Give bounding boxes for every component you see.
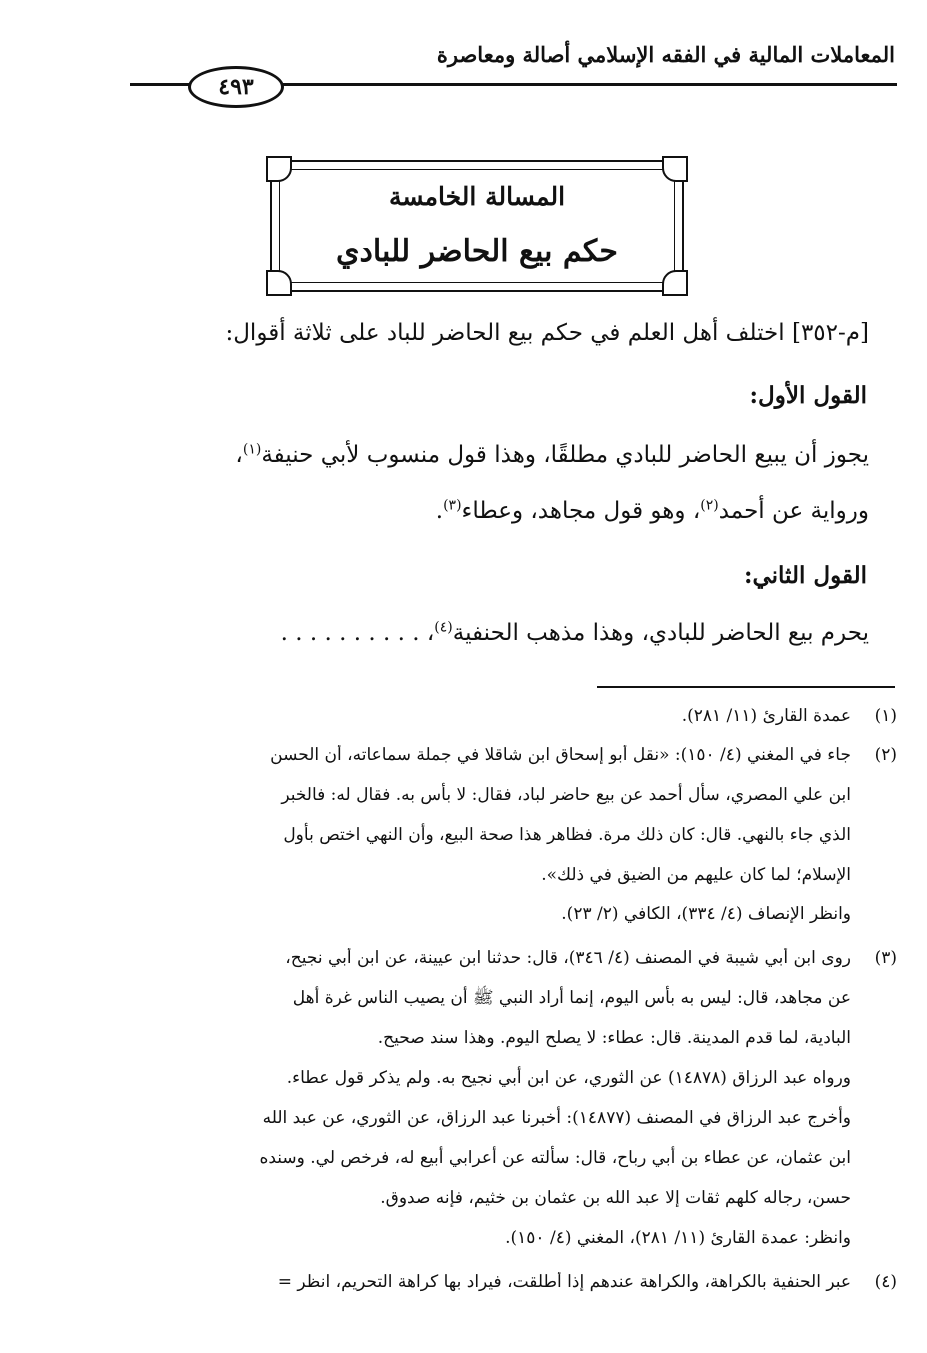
second-opinion-heading: القول الثاني: [743, 562, 867, 589]
footnote-text: الإسلام؛ لما كان عليهم من الضيق في ذلك». [541, 865, 851, 885]
first-opinion-line-2 [40, 498, 869, 526]
text-run: . [435, 498, 444, 524]
frame-corner-ornament [662, 156, 688, 182]
footnote-text: روى ابن أبي شيبة في المصنف (٤/ ٣٤٦)، قال: حدثنا ابن عيينة، عن ابن أبي نجيح، [285, 948, 851, 968]
text-run: ، . . . . . . . . . . [280, 620, 435, 646]
footnote-text: حسن، رجاله كلهم ثقات إلا عبد الله بن عثمان بن خثيم، فإنه صدوق. [380, 1188, 851, 1208]
title-frame [270, 160, 684, 292]
running-header: المعاملات المالية في الفقه الإسلامي أصالة ومعاصرة [436, 42, 895, 67]
first-opinion-line-1 [40, 442, 869, 470]
page-number: ٤٩٣ [188, 66, 284, 108]
footnote-text: ابن عثمان، عن عطاء بن أبي رباح، قال: سألته عن أعرابي أبيع له، فرخص لي. وسنده [259, 1148, 851, 1168]
text-run: يجوز أن يبيع الحاضر للبادي مطلقًا، وهذا قول منسوب لأبي حنيفة [261, 442, 869, 468]
section-number-title: المسالة الخامسة [388, 182, 566, 211]
footnote-text: الذي جاء بالنهي. قال: كان ذلك مرة. فظاهر هذا صحة البيع، وأن النهي اختص بأول [283, 825, 851, 845]
text-run: ، وهو قول مجاهد، وعطاء [461, 498, 701, 524]
footnote-number: (٣) [874, 948, 897, 968]
section-title: حكم بيع الحاضر للبادي [336, 234, 618, 269]
footnote-text: عن مجاهد، قال: ليس به بأس اليوم، إنما أراد النبي ﷺ أن يصيب الناس غرة أهل [292, 988, 851, 1008]
footnote-text: ورواه عبد الرزاق (١٤٨٧٨) عن الثوري، عن ابن أبي نجيح به. ولم يذكر قول عطاء. [286, 1068, 851, 1088]
frame-corner-ornament [266, 270, 292, 296]
first-opinion-heading: القول الأول: [749, 382, 867, 409]
text-run: يحرم بيع الحاضر للبادي، وهذا مذهب الحنفية [452, 620, 869, 646]
text-run: ورواية عن أحمد [718, 498, 869, 524]
footnote-separator [597, 686, 895, 688]
footnote-ref-4[interactable]: (٤) [434, 619, 453, 636]
frame-corner-ornament [662, 270, 688, 296]
footnote-text: جاء في المغني (٤/ ١٥٠): «نقل أبو إسحاق ابن شاقلا في جملة سماعاته، أن الحسن [270, 745, 851, 765]
footnote-number: (٢) [874, 745, 897, 765]
footnote-text: عبر الحنفية بالكراهة، والكراهة عندهم إذا أطلقت، فيراد بها كراهة التحريم، انظر = [277, 1272, 851, 1292]
footnote-text: ابن علي المصري، سأل أحمد عن بيع حاضر لباد، فقال: لا بأس به. فقال له: فالخبر [281, 785, 851, 805]
footnote-text: عمدة القارئ (١١/ ٢٨١). [681, 706, 851, 726]
footnote-ref-1[interactable]: (١) [242, 441, 262, 458]
footnote-ref-3[interactable]: (٣) [443, 497, 462, 514]
footnote-ref-2[interactable]: (٢) [700, 497, 719, 514]
intro-paragraph: [م-٣٥٢] اختلف أهل العلم في حكم بيع الحاضر للباد على ثلاثة أقوال: [225, 320, 869, 346]
second-opinion-line-1 [40, 620, 869, 648]
footnote-text: البادية، لما قدم المدينة. قال: عطاء: لا يصلح اليوم. وهذا سند صحيح. [377, 1028, 851, 1048]
footnote-number: (٤) [874, 1272, 897, 1292]
footnote-text: وانظر: عمدة القارئ (١١/ ٢٨١)، المغني (٤/ ١٥٠). [505, 1228, 851, 1248]
footnote-text: وانظر الإنصاف (٤/ ٣٣٤)، الكافي (٢/ ٢٣). [561, 904, 851, 924]
footnote-number: (١) [874, 706, 897, 726]
text-run: ، [235, 442, 243, 468]
footnote-text: وأخرج عبد الرزاق في المصنف (١٤٨٧٧): أخبرنا عبد الرزاق، عن الثوري، عن عبد الله [262, 1108, 851, 1128]
